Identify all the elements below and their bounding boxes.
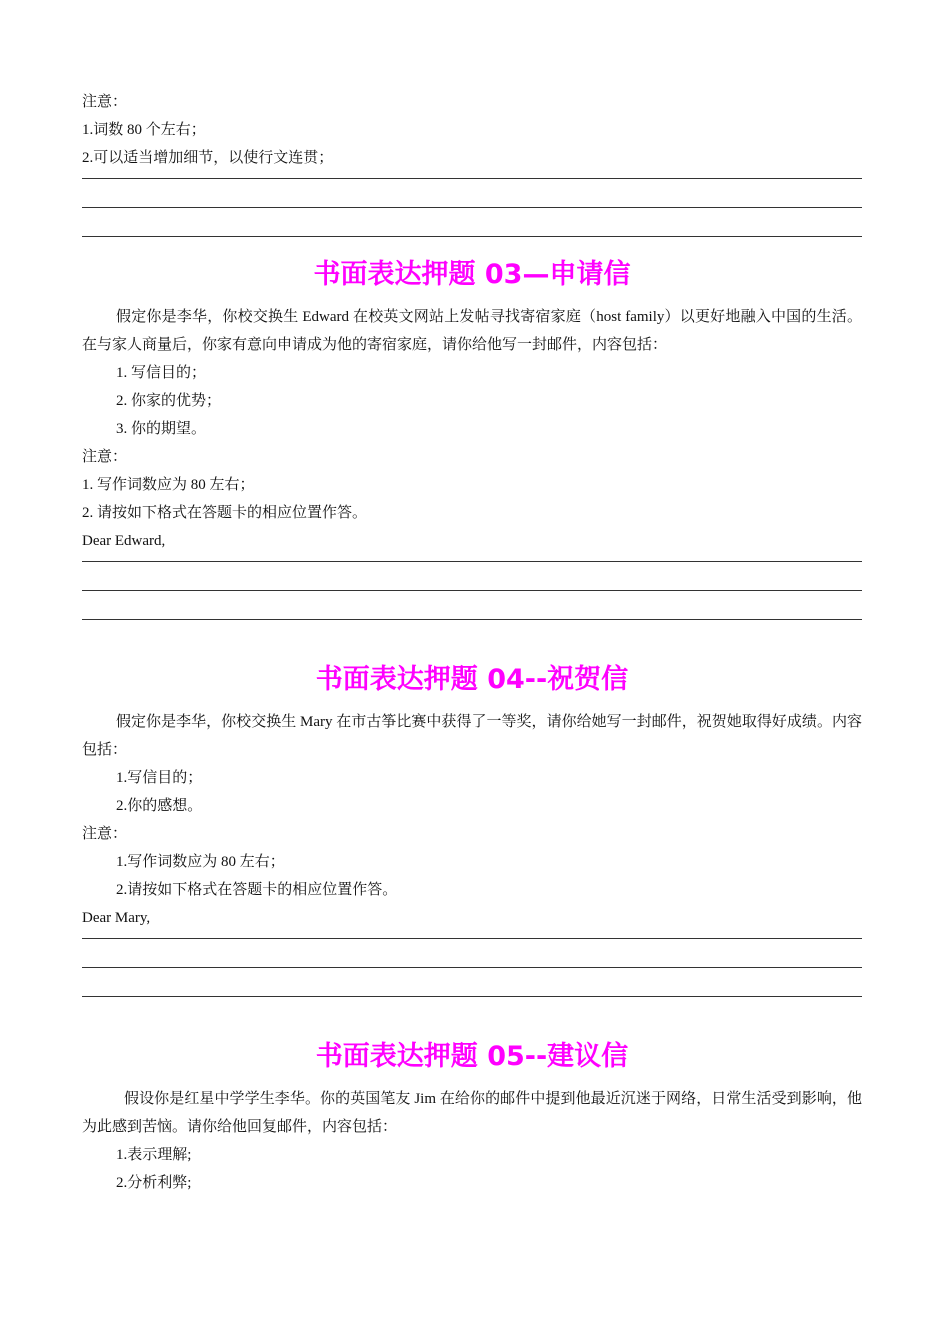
note-item: 1. 写作词数应为 80 左右；: [82, 477, 255, 493]
note-item: 2. 请按如下格式在答题卡的相应位置作答。: [82, 505, 368, 521]
content-item: 2.你的感想。: [116, 798, 203, 814]
document-page: [82, 88, 862, 1197]
section-title-04: 书面表达押题 04--祝贺信: [315, 664, 629, 695]
content-item: 2. 你家的优势；: [116, 393, 222, 409]
note-item: 2.可以适当增加细节，以使行文连贯；: [82, 150, 334, 166]
answer-lines: [82, 932, 862, 997]
note-label: 注意：: [82, 94, 128, 110]
answer-line: [82, 207, 862, 208]
content-item: 1. 写信目的；: [116, 365, 207, 381]
content-item: 2.分析利弊;: [116, 1175, 192, 1191]
answer-lines: [82, 172, 862, 237]
note-label: 注意：: [82, 449, 128, 465]
note-item: 1.写作词数应为 80 左右；: [116, 854, 285, 870]
content-item: 1.表示理解;: [116, 1147, 192, 1163]
note-item: 1.词数 80 个左右；: [82, 122, 206, 138]
letter-greeting: Dear Mary,: [82, 910, 151, 926]
answer-line: [82, 938, 862, 939]
note-item: 2.请按如下格式在答题卡的相应位置作答。: [116, 882, 398, 898]
answer-line: [82, 178, 862, 179]
section-prompt-03: 假定你是李华，你校交换生 Edward 在校英文网站上发帖寻找寄宿家庭（host family）以更好地融入中国的生活。在与家人商量后，你家有意向申请成为他的寄宿家庭，请你给他写一封邮件，内容包括：: [82, 309, 862, 353]
answer-line: [82, 590, 862, 591]
section-prompt-04: 假定你是李华，你校交换生 Mary 在市古筝比赛中获得了一等奖，请你给她写一封邮件，祝贺她取得好成绩。内容包括：: [82, 714, 862, 758]
content-item: 3. 你的期望。: [116, 421, 207, 437]
note-label: 注意：: [82, 826, 128, 842]
content-item: 1.写信目的；: [116, 770, 203, 786]
section-title-05: 书面表达押题 05--建议信: [315, 1041, 629, 1072]
answer-line: [82, 967, 862, 968]
answer-line: [82, 561, 862, 562]
answer-lines: [82, 555, 862, 620]
section-prompt-05: 假设你是红星中学学生李华。你的英国笔友 Jim 在给你的邮件中提到他最近沉迷于网络，日常生活受到影响，他为此感到苦恼。请你给他回复邮件，内容包括：: [82, 1091, 862, 1135]
section-title-03: 书面表达押题 03—申请信: [313, 259, 631, 290]
letter-greeting: Dear Edward,: [82, 533, 166, 549]
